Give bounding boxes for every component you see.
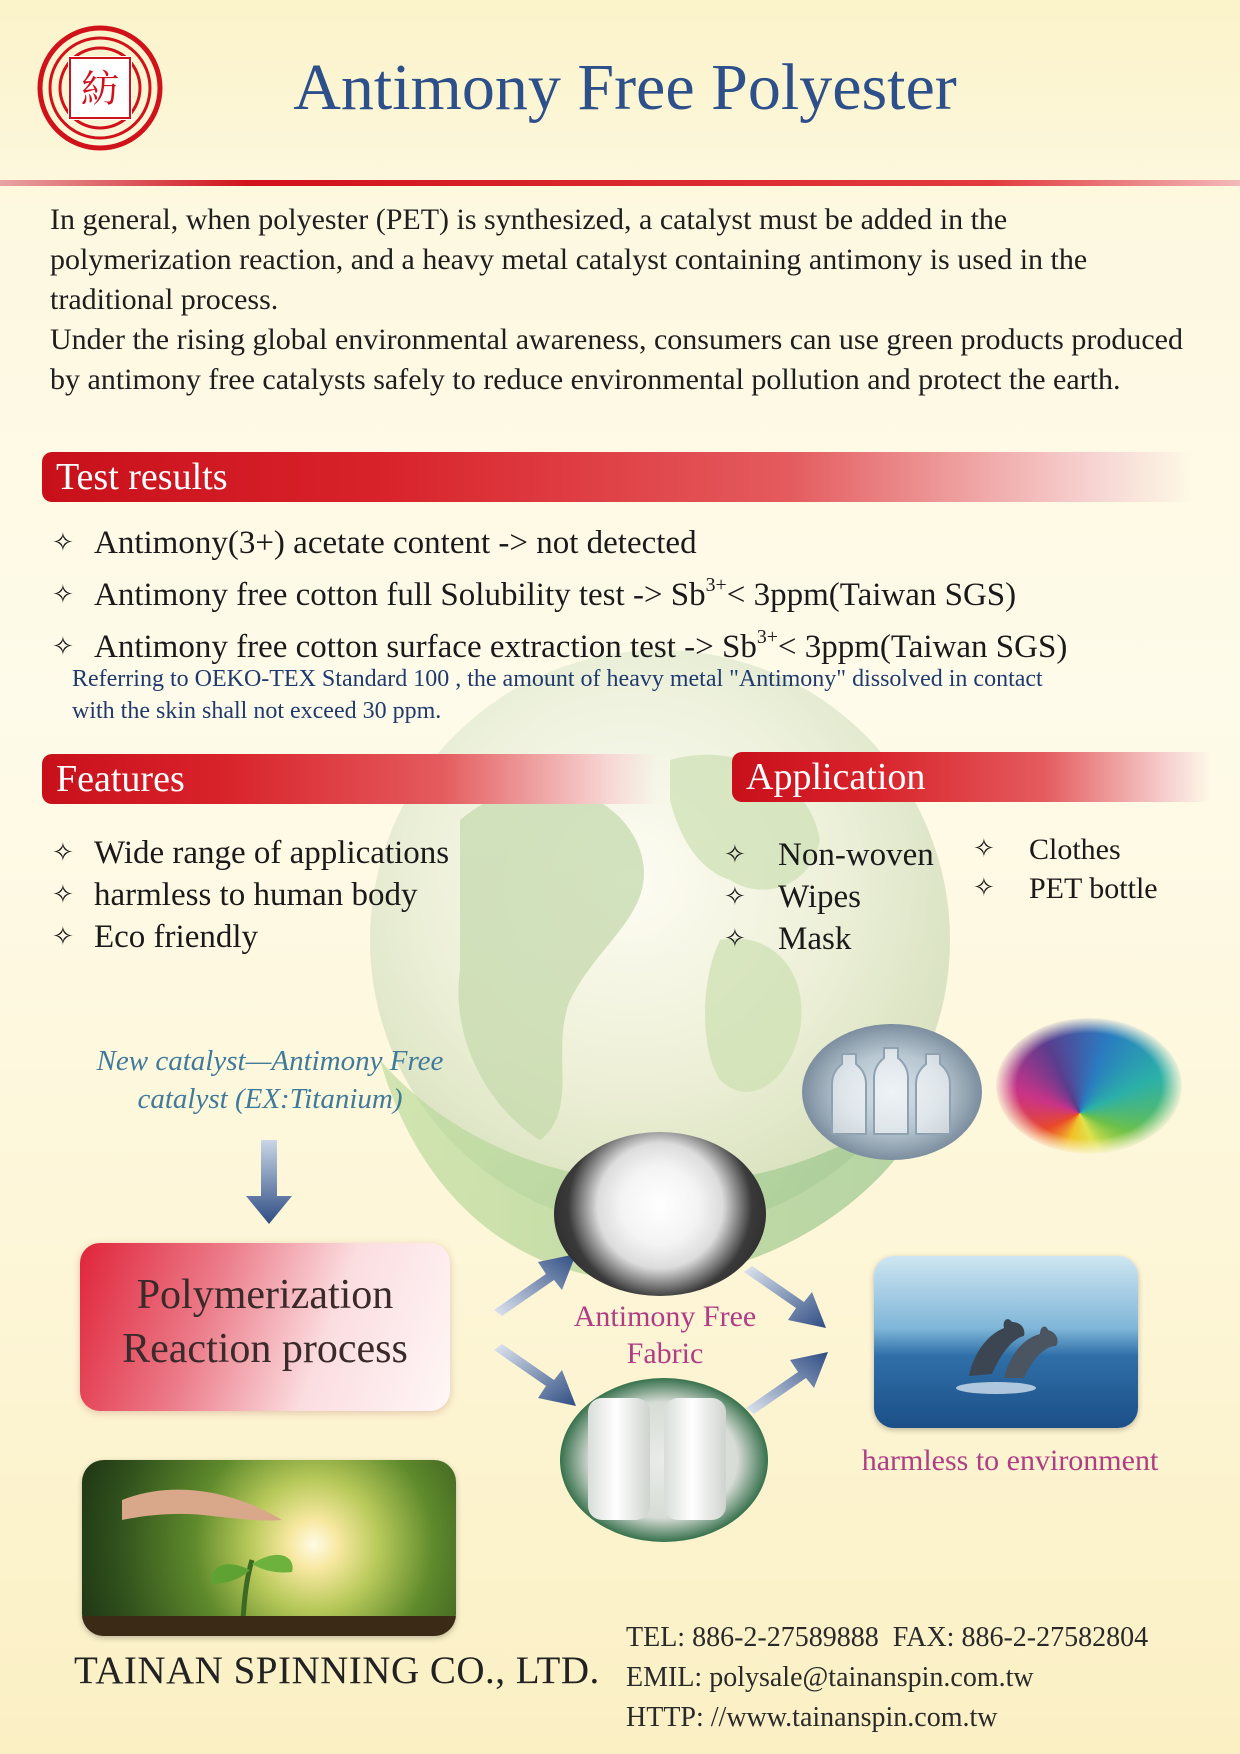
star-bullet-icon: ✧: [52, 922, 74, 952]
test-result-text: < 3ppm(Taiwan SGS): [777, 628, 1068, 665]
star-bullet-icon: ✧: [52, 528, 74, 558]
intro-paragraph-1: In general, when polyester (PET) is synthesized, a catalyst must be added in the polymerization reaction, and a heavy metal catalyst containing antimony is used in the traditional process.: [50, 203, 1088, 316]
pet-bottles-image: [802, 1024, 982, 1160]
list-item: [52, 874, 449, 916]
list-item: [724, 918, 934, 960]
company-name: TAINAN SPINNING CO., LTD.: [74, 1649, 600, 1692]
star-bullet-icon: ✧: [52, 579, 74, 610]
star-bullet-icon: ✧: [973, 873, 995, 903]
application-heading: Application: [732, 752, 1212, 802]
page-title: Antimony Free Polyester: [293, 51, 957, 124]
contact-info: [626, 1618, 1148, 1738]
dolphin-icon: [874, 1256, 1138, 1428]
test-result-text: < 3ppm(Taiwan SGS): [726, 576, 1017, 613]
list-item: [52, 916, 449, 958]
antimony-free-fabric-label: [560, 1298, 770, 1372]
list-item: [724, 876, 934, 918]
test-results-heading: Test results: [42, 452, 1192, 502]
list-item: [973, 869, 1158, 908]
yarn-spool: [588, 1398, 650, 1520]
dolphins-sea-image: [874, 1256, 1138, 1428]
application-list-col2: [973, 830, 1158, 908]
list-item: [973, 830, 1158, 869]
catalyst-line: New catalyst—Antimony Free: [96, 1045, 444, 1077]
list-item: [52, 832, 449, 874]
application-text: Clothes: [1029, 833, 1121, 866]
catalyst-line: catalyst (EX:Titanium): [137, 1083, 403, 1115]
fabric-line: Fabric: [626, 1337, 704, 1370]
seedling-icon: [82, 1460, 456, 1636]
seedling-image: [82, 1460, 456, 1636]
application-list-col1: [724, 834, 934, 960]
polymerization-label: [80, 1268, 450, 1376]
features-heading: Features: [42, 754, 657, 804]
catalyst-label: [60, 1042, 480, 1118]
application-text: Non-woven: [778, 837, 934, 873]
logo-glyph: 紡: [80, 67, 120, 111]
star-bullet-icon: ✧: [973, 834, 995, 864]
star-bullet-icon: ✧: [724, 882, 746, 912]
test-results-list: [52, 522, 1067, 668]
email-line: EMIL: polysale@tainanspin.com.tw: [626, 1662, 1034, 1693]
list-item: [52, 564, 1067, 616]
test-result-text: Antimony free cotton full Solubility test -> Sb: [94, 576, 706, 613]
note-line: with the skin shall not exceed 30 ppm.: [72, 698, 442, 724]
bottles-icon: [802, 1024, 982, 1160]
yarn-spool: [664, 1398, 726, 1520]
star-bullet-icon: ✧: [52, 838, 74, 868]
website-line: HTTP: //www.tainanspin.com.tw: [626, 1702, 998, 1733]
application-text: Mask: [778, 921, 852, 957]
star-bullet-icon: ✧: [52, 880, 74, 910]
intro-text: [50, 200, 1190, 400]
feature-text: Wide range of applications: [94, 835, 450, 871]
superscript: 3+: [705, 574, 727, 596]
feature-text: harmless to human body: [94, 877, 418, 913]
tel-fax-line: TEL: 886-2-27589888 FAX: 886-2-27582804: [626, 1622, 1149, 1653]
list-item: [52, 522, 1067, 564]
test-result-text: Antimony free cotton surface extraction test -> Sb: [94, 628, 757, 665]
oeko-tex-note: [72, 663, 1172, 727]
feature-text: Eco friendly: [94, 919, 259, 955]
process-line: Reaction process: [122, 1326, 408, 1372]
harmless-to-environment-label: harmless to environment: [861, 1444, 1159, 1477]
list-item: [724, 834, 934, 876]
intro-paragraph-2: Under the rising global environmental awareness, consumers can use green products produced by antimony free catalysts safely to reduce environmental pollution and protect the earth.: [50, 323, 1183, 396]
arrow-down-icon: [244, 1140, 294, 1224]
star-bullet-icon: ✧: [724, 840, 746, 870]
process-line: Polymerization: [136, 1272, 394, 1318]
fabric-line: Antimony Free: [573, 1300, 757, 1333]
superscript: 3+: [756, 625, 778, 648]
polyester-fiber-image: [554, 1132, 766, 1296]
star-bullet-icon: ✧: [724, 924, 746, 954]
star-bullet-icon: ✧: [52, 631, 74, 662]
fabric-swatches-image: [996, 1018, 1182, 1154]
application-text: PET bottle: [1029, 872, 1158, 905]
features-list: [52, 832, 449, 958]
application-text: Wipes: [778, 879, 861, 915]
header-divider: [0, 180, 1240, 186]
test-result-text: Antimony(3+) acetate content -> not detected: [94, 525, 697, 561]
note-line: Referring to OEKO-TEX Standard 100 , the amount of heavy metal "Antimony" dissolved in contact: [72, 666, 1043, 692]
list-item: [52, 616, 1067, 668]
